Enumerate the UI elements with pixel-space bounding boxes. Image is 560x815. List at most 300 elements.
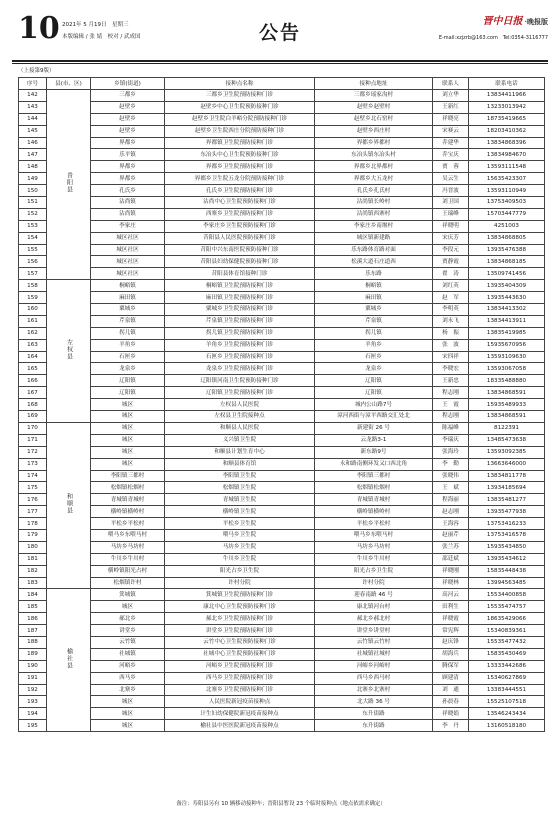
cell-contact: 刘 通 xyxy=(433,684,469,696)
table-row xyxy=(19,684,545,696)
cell-site-name: 讲堂乡卫生院预防接种门诊 xyxy=(165,625,315,637)
cell-county xyxy=(47,589,91,732)
vaccination-sites-table xyxy=(18,77,545,732)
cell-township: 石匣乡 xyxy=(91,351,165,363)
table-row xyxy=(19,90,545,102)
cell-site-address: 龙泉乡 xyxy=(315,363,433,375)
cell-township: 讲堂乡 xyxy=(91,625,165,637)
cell-index: 175 xyxy=(19,482,47,494)
cell-site-address: 沾尚镇西寨村 xyxy=(315,208,433,220)
cell-contact: 赵丽芹 xyxy=(433,529,469,541)
cell-township: 横岭镇阳光占村 xyxy=(91,565,165,577)
cell-township: 城区 xyxy=(91,399,165,411)
cell-contact: 腾保军 xyxy=(433,660,469,672)
cell-site-name: 赵壁乡卫生院白羊峪分院预防接种门诊 xyxy=(165,113,315,125)
cell-site-name: 青城镇卫生院 xyxy=(165,494,315,506)
cell-site-name: 羊角乡卫生院预防接种门诊 xyxy=(165,339,315,351)
cell-contact: 翟 涛 xyxy=(433,268,469,280)
cell-index: 146 xyxy=(19,137,47,149)
cell-site-address: 东升街路 xyxy=(315,708,433,720)
cell-township: 城区 xyxy=(91,422,165,434)
cell-phone: 13834411966 xyxy=(469,90,545,102)
cell-index: 195 xyxy=(19,720,47,732)
header-rule-thin xyxy=(12,63,548,64)
table-row xyxy=(19,351,545,363)
cell-phone: 13834868805 xyxy=(469,232,545,244)
cell-index: 170 xyxy=(19,422,47,434)
cell-index: 151 xyxy=(19,197,47,209)
cell-township: 城区社区 xyxy=(91,232,165,244)
table-row xyxy=(19,636,545,648)
cell-index: 156 xyxy=(19,256,47,268)
cell-site-name: 辽阳镇卫生院预防接种门诊 xyxy=(165,387,315,399)
cell-site-name: 龙泉乡卫生院预防接种门诊 xyxy=(165,363,315,375)
cell-site-address: 沾尚镇长岭村 xyxy=(315,197,433,209)
cell-phone: 13935477938 xyxy=(469,506,545,518)
cell-phone: 15635423307 xyxy=(469,173,545,185)
cell-phone: 13593111548 xyxy=(469,161,545,173)
cell-site-name: 界都镇卫生院预防接种门诊 xyxy=(165,137,315,149)
cell-index: 149 xyxy=(19,173,47,185)
cell-contact: 张海玲 xyxy=(433,446,469,458)
cell-index: 154 xyxy=(19,232,47,244)
cell-contact: 程海丽 xyxy=(433,494,469,506)
cell-index: 184 xyxy=(19,589,47,601)
cell-index: 194 xyxy=(19,708,47,720)
col-header-contact: 联系人 xyxy=(433,78,469,90)
cell-index: 161 xyxy=(19,315,47,327)
cell-site-name: 三都乡卫生院预防接种门诊 xyxy=(165,90,315,102)
cell-phone: 18203410362 xyxy=(469,125,545,137)
contact-info: E-mail:xzjzrb@163.com Tel:0354-3116777 xyxy=(438,35,548,41)
cell-contact: 李 丹 xyxy=(433,720,469,732)
cell-site-address: 漳河西街与漳平西路交汇处北 xyxy=(315,411,433,423)
cell-site-name: 和顺县体育馆 xyxy=(165,458,315,470)
cell-contact: 王 斌 xyxy=(433,482,469,494)
cell-site-name: 喂马乡卫生院 xyxy=(165,529,315,541)
table-row xyxy=(19,173,545,185)
cell-index: 187 xyxy=(19,625,47,637)
cell-contact: 冯晋波 xyxy=(433,185,469,197)
cell-site-address: 孔氏乡孔氏村 xyxy=(315,185,433,197)
cell-township: 沾尚镇 xyxy=(91,197,165,209)
cell-county xyxy=(47,90,91,280)
cell-phone: 18735419665 xyxy=(469,113,545,125)
cell-phone: 8122391 xyxy=(469,422,545,434)
cell-township: 城区 xyxy=(91,696,165,708)
table-row xyxy=(19,470,545,482)
cell-site-name: 东冶头中心卫生院预防接种门诊 xyxy=(165,149,315,161)
cell-township: 城区 xyxy=(91,720,165,732)
cell-site-name: 平松乡卫生院 xyxy=(165,518,315,530)
cell-site-name: 许村分院 xyxy=(165,577,315,589)
cell-site-name: 赵壁乡中心卫生院预防接种门诊 xyxy=(165,101,315,113)
cell-phone: 13834811778 xyxy=(469,470,545,482)
cell-index: 158 xyxy=(19,280,47,292)
cell-township: 城区 xyxy=(91,458,165,470)
cell-contact: 王 霞 xyxy=(433,399,469,411)
table-row xyxy=(19,185,545,197)
cell-phone: 13834984670 xyxy=(469,149,545,161)
cell-site-address: 赵壁乡西庄村 xyxy=(315,125,433,137)
cell-township: 西马乡 xyxy=(91,672,165,684)
cell-index: 159 xyxy=(19,292,47,304)
table-row xyxy=(19,434,545,446)
cell-contact: 李明英 xyxy=(433,304,469,316)
table-row xyxy=(19,696,545,708)
cell-site-address: 康北镇河台村 xyxy=(315,601,433,613)
cell-site-address: 许村分院 xyxy=(315,577,433,589)
cell-site-name: 石匣乡卫生院预防接种门诊 xyxy=(165,351,315,363)
cell-contact: 张 波 xyxy=(433,339,469,351)
county-name: 和顺县 xyxy=(65,493,73,515)
cell-township: 松烟镇松烟村 xyxy=(91,482,165,494)
cell-site-address: 讲堂乡讲堂村 xyxy=(315,625,433,637)
cell-site-address: 迎春南路 46 号 xyxy=(315,589,433,601)
cell-site-address: 横岭镇横岭村 xyxy=(315,506,433,518)
col-header-township: 乡镇(街道) xyxy=(91,78,165,90)
editor-credits: 本版编辑 / 张 婧 校对 / 武成国 xyxy=(62,34,141,40)
cell-phone: 13994563485 xyxy=(469,577,545,589)
cell-phone: 13834413302 xyxy=(469,304,545,316)
cell-contact: 祥晓刚 xyxy=(433,565,469,577)
cell-site-address: 石匣乡 xyxy=(315,351,433,363)
cell-township: 麻田镇 xyxy=(91,292,165,304)
cell-contact: 王新忠 xyxy=(433,375,469,387)
table-row xyxy=(19,708,545,720)
county-name: 榆社县 xyxy=(65,647,73,669)
cell-index: 183 xyxy=(19,577,47,589)
cell-site-address: 城区镇新建路 xyxy=(315,232,433,244)
table-row xyxy=(19,589,545,601)
cell-index: 155 xyxy=(19,244,47,256)
cell-site-name: 云竹中心卫生院预防接种门诊 xyxy=(165,636,315,648)
cell-phone: 15534400858 xyxy=(469,589,545,601)
cell-phone: 15340839361 xyxy=(469,625,545,637)
cell-site-address: 阳光占乡卫生院 xyxy=(315,565,433,577)
cell-contact: 刘立华 xyxy=(433,90,469,102)
cell-index: 150 xyxy=(19,185,47,197)
table-row xyxy=(19,506,545,518)
header-rule xyxy=(12,60,548,62)
cell-contact: 孙晨春 xyxy=(433,696,469,708)
cell-index: 169 xyxy=(19,411,47,423)
cell-contact: 田利生 xyxy=(433,601,469,613)
cell-site-name: 昔阳中兴东南医院预防接种门诊 xyxy=(165,244,315,256)
cell-index: 171 xyxy=(19,434,47,446)
table-row xyxy=(19,482,545,494)
table-row xyxy=(19,292,545,304)
cell-phone: 15935489933 xyxy=(469,399,545,411)
table-row xyxy=(19,363,545,375)
cell-phone: 13233013942 xyxy=(469,101,545,113)
cell-site-address: 麻田镇 xyxy=(315,292,433,304)
cell-phone: 15935670956 xyxy=(469,339,545,351)
table-row xyxy=(19,161,545,173)
cell-phone: 15935434850 xyxy=(469,541,545,553)
table-row xyxy=(19,280,545,292)
cell-contact: 宋四祥 xyxy=(433,351,469,363)
cell-site-name: 人民医院新冠疫苗接种点 xyxy=(165,696,315,708)
cell-phone: 13934185694 xyxy=(469,482,545,494)
table-row xyxy=(19,518,545,530)
cell-site-name: 辽阳镇河南卫生院预防接种门诊 xyxy=(165,375,315,387)
cell-contact: 赵 军 xyxy=(433,292,469,304)
col-header-county: 县(市、区) xyxy=(47,78,91,90)
cell-contact: 王新红 xyxy=(433,101,469,113)
cell-phone: 13593110949 xyxy=(469,185,545,197)
cell-township: 北寨乡 xyxy=(91,684,165,696)
cell-township: 青城镇青城村 xyxy=(91,494,165,506)
cell-phone: 13753409503 xyxy=(469,197,545,209)
col-header-site-name: 接种点名称 xyxy=(165,78,315,90)
cell-index: 166 xyxy=(19,375,47,387)
cell-phone: 15535474757 xyxy=(469,601,545,613)
cell-site-name: 赵壁乡卫生院西庄分院预防接种门诊 xyxy=(165,125,315,137)
cell-site-name: 郝北乡卫生院预防接种门诊 xyxy=(165,613,315,625)
table-row xyxy=(19,339,545,351)
cell-phone: 15525107518 xyxy=(469,696,545,708)
cell-township: 李家庄 xyxy=(91,220,165,232)
cell-site-address: 三都乡瑶家沟村 xyxy=(315,90,433,102)
cell-contact: 张晓伟 xyxy=(433,470,469,482)
cell-phone: 15703447779 xyxy=(469,208,545,220)
cell-site-address: 河峪乡河峪村 xyxy=(315,660,433,672)
cell-index: 182 xyxy=(19,565,47,577)
table-row xyxy=(19,458,545,470)
cell-township: 郝北乡 xyxy=(91,613,165,625)
cell-site-name: 横岭镇卫生院 xyxy=(165,506,315,518)
cell-index: 147 xyxy=(19,149,47,161)
cell-site-address: 松溪大道石庄道西 xyxy=(315,256,433,268)
cell-phone: 13593092385 xyxy=(469,446,545,458)
cell-phone: 13935434612 xyxy=(469,553,545,565)
cell-site-address: 东升街路 xyxy=(315,720,433,732)
cell-phone: 13935443630 xyxy=(469,292,545,304)
cell-site-name: 义兴镇卫生院 xyxy=(165,434,315,446)
cell-township: 孔氏乡 xyxy=(91,185,165,197)
cell-phone: 13383444551 xyxy=(469,684,545,696)
cell-site-address: 界都乡大五龙村 xyxy=(315,173,433,185)
cell-phone: 13546243434 xyxy=(469,708,545,720)
cell-contact: 祥晓霞 xyxy=(433,613,469,625)
cell-site-name: 昔阳县人民医院预防接种门诊 xyxy=(165,232,315,244)
cell-township: 箕城镇 xyxy=(91,589,165,601)
table-row xyxy=(19,553,545,565)
cell-contact: 王瑞峰 xyxy=(433,208,469,220)
cell-township: 辽阳镇 xyxy=(91,387,165,399)
cell-site-address: 李家庄乡南堰村 xyxy=(315,220,433,232)
cell-index: 164 xyxy=(19,351,47,363)
cell-site-name: 界都乡卫生院五龙分院预防接种门诊 xyxy=(165,173,315,185)
cell-contact: 程志刚 xyxy=(433,411,469,423)
brand-name: 晋中日报 xyxy=(482,16,523,27)
cell-site-address: 社城镇社城村 xyxy=(315,648,433,660)
cell-contact: 乔宝庆 xyxy=(433,149,469,161)
cell-contact: 贾 蓉 xyxy=(433,161,469,173)
cell-phone: 13935404309 xyxy=(469,280,545,292)
cell-index: 193 xyxy=(19,696,47,708)
cell-contact: 杨 振 xyxy=(433,327,469,339)
cell-site-address: 粟城乡 xyxy=(315,304,433,316)
cell-contact: 李瑞庆 xyxy=(433,434,469,446)
cell-site-address: 西马乡西马村 xyxy=(315,672,433,684)
cell-phone: 13834413911 xyxy=(469,315,545,327)
cell-township: 拐儿镇 xyxy=(91,327,165,339)
table-row xyxy=(19,494,545,506)
table-row xyxy=(19,411,545,423)
cell-phone: 13509741456 xyxy=(469,268,545,280)
cell-township: 界都乡 xyxy=(91,173,165,185)
cell-township: 马坊乡马坊村 xyxy=(91,541,165,553)
cell-phone: 13835481277 xyxy=(469,494,545,506)
cell-index: 165 xyxy=(19,363,47,375)
cell-township: 羊角乡 xyxy=(91,339,165,351)
county-name: 昔阳县 xyxy=(65,172,73,194)
cell-index: 160 xyxy=(19,304,47,316)
cell-site-address: 芹泉镇 xyxy=(315,315,433,327)
cell-township: 城区社区 xyxy=(91,256,165,268)
cell-township: 乐平镇 xyxy=(91,149,165,161)
cell-contact: 祥晓亮 xyxy=(433,113,469,125)
cell-site-address: 喂马乡东喂马村 xyxy=(315,529,433,541)
table-row xyxy=(19,529,545,541)
cell-phone: 13834868591 xyxy=(469,411,545,423)
cell-township: 城区 xyxy=(91,601,165,613)
table-row xyxy=(19,613,545,625)
cell-contact: 赵志刚 xyxy=(433,506,469,518)
page-title: 公告 xyxy=(258,22,301,44)
cell-county xyxy=(47,280,91,423)
table-row xyxy=(19,220,545,232)
cell-contact: 刘卫国 xyxy=(433,197,469,209)
cell-contact: 李晓宏 xyxy=(433,363,469,375)
cell-contact: 祥晓林 xyxy=(433,577,469,589)
table-row xyxy=(19,601,545,613)
table-row xyxy=(19,648,545,660)
cell-site-name: 左权县卫生院接种点 xyxy=(165,411,315,423)
cell-township: 三都乡 xyxy=(91,90,165,102)
cell-contact: 王海容 xyxy=(433,518,469,530)
cell-phone: 13593067058 xyxy=(469,363,545,375)
table-row xyxy=(19,208,545,220)
cell-phone: 13663646000 xyxy=(469,458,545,470)
cell-phone: 13160518180 xyxy=(469,720,545,732)
cell-township: 芹泉镇 xyxy=(91,315,165,327)
cell-site-address: 新建街 26 号 xyxy=(315,422,433,434)
newspaper-logo xyxy=(483,12,548,27)
cell-site-name: 和顺县人民医院 xyxy=(165,422,315,434)
table-row xyxy=(19,565,545,577)
cell-site-address: 新东路9号 xyxy=(315,446,433,458)
cell-township: 社城镇 xyxy=(91,648,165,660)
cell-phone: 4251003 xyxy=(469,220,545,232)
cell-township: 城区 xyxy=(91,708,165,720)
cell-contact: 李 勤 xyxy=(433,458,469,470)
cell-contact: 贾静霞 xyxy=(433,256,469,268)
cell-index: 176 xyxy=(19,494,47,506)
table-row xyxy=(19,232,545,244)
table-row xyxy=(19,541,545,553)
table-row xyxy=(19,577,545,589)
cell-site-name: 牛川乡卫生院 xyxy=(165,553,315,565)
cell-site-address: 马坊乡马坊村 xyxy=(315,541,433,553)
col-header-phone: 联系电话 xyxy=(469,78,545,90)
footer-note: 备注：寿阳县另有 10 辆移动接种车；晋阳县暂设 23 个临时接种点（地点依需求确定） xyxy=(176,801,386,807)
cell-phone: 13834868185 xyxy=(469,256,545,268)
col-header-index: 序号 xyxy=(19,78,47,90)
cell-contact: 邵廷斌 xyxy=(433,553,469,565)
cell-township: 城区 xyxy=(91,446,165,458)
table-row xyxy=(19,672,545,684)
cell-phone: 13753416233 xyxy=(469,518,545,530)
cell-site-name: 榆社县中医医院新冠疫苗接种点 xyxy=(165,720,315,732)
cell-index: 145 xyxy=(19,125,47,137)
cell-site-name: 孔氏乡卫生院预防接种门诊 xyxy=(165,185,315,197)
cell-index: 163 xyxy=(19,339,47,351)
table-row xyxy=(19,113,545,125)
cell-township: 河峪乡 xyxy=(91,660,165,672)
cell-index: 168 xyxy=(19,399,47,411)
table-row xyxy=(19,399,545,411)
cell-site-name: 拐儿镇卫生院预防接种门诊 xyxy=(165,327,315,339)
cell-site-name: 芹泉镇卫生院预防接种门诊 xyxy=(165,315,315,327)
col-header-site-address: 接种点地址 xyxy=(315,78,433,90)
cell-site-name: 计生妇幼保健院新冠疫苗接种点 xyxy=(165,708,315,720)
cell-site-address: 拐儿镇 xyxy=(315,327,433,339)
table-row xyxy=(19,660,545,672)
cell-index: 143 xyxy=(19,101,47,113)
cell-phone: 13333442686 xyxy=(469,660,545,672)
cell-site-address: 青城镇青城村 xyxy=(315,494,433,506)
cell-index: 167 xyxy=(19,387,47,399)
cell-phone: 18635429066 xyxy=(469,613,545,625)
cell-site-address: 界都乡北界都村 xyxy=(315,161,433,173)
cell-site-address: 乐东路 xyxy=(315,268,433,280)
table-row xyxy=(19,387,545,399)
cell-township: 平松乡平松村 xyxy=(91,518,165,530)
cell-index: 152 xyxy=(19,208,47,220)
cell-index: 157 xyxy=(19,268,47,280)
cell-site-name: 界都乡卫生院预防接种门诊 xyxy=(165,161,315,173)
cell-site-name: 左权县人民医院 xyxy=(165,399,315,411)
cell-index: 178 xyxy=(19,518,47,530)
cell-contact: 高河云 xyxy=(433,589,469,601)
cell-township: 界都乡 xyxy=(91,161,165,173)
cell-township: 粟城乡 xyxy=(91,304,165,316)
cell-contact: 刘红英 xyxy=(433,280,469,292)
table-row xyxy=(19,125,545,137)
cell-township: 云竹镇 xyxy=(91,636,165,648)
cell-phone: 15535477432 xyxy=(469,636,545,648)
cell-site-address: 赵壁乡北石窑村 xyxy=(315,113,433,125)
cell-site-address: 云竹镇云竹村 xyxy=(315,636,433,648)
cell-township: 城区 xyxy=(91,411,165,423)
cell-township: 赵壁乡 xyxy=(91,125,165,137)
cell-site-address: 松烟镇松烟村 xyxy=(315,482,433,494)
cell-contact: 胡海兵 xyxy=(433,648,469,660)
cell-index: 162 xyxy=(19,327,47,339)
cell-index: 189 xyxy=(19,648,47,660)
table-row xyxy=(19,315,545,327)
cell-township: 赵壁乡 xyxy=(91,113,165,125)
cell-index: 172 xyxy=(19,446,47,458)
table-row xyxy=(19,625,545,637)
cell-index: 177 xyxy=(19,506,47,518)
cell-index: 153 xyxy=(19,220,47,232)
continued-label: （上接第9版） xyxy=(18,68,55,74)
cell-site-address: 界都乡界都村 xyxy=(315,137,433,149)
